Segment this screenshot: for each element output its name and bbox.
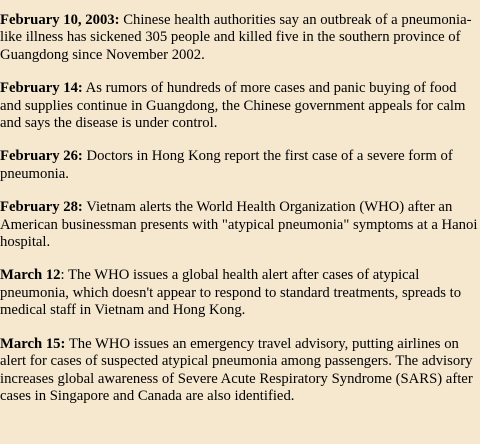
timeline-entry: [0, 12, 480, 64]
entry-text: As rumors of hundreds of more cases and panic buying of food and supplies continue in Guangdong, the Chinese government appeals for calm and says the disease is under control.: [0, 80, 466, 132]
entry-date: February 26:: [0, 148, 83, 165]
timeline-entry: [0, 148, 480, 183]
entry-date: March 12: [0, 267, 61, 284]
timeline-entry: [0, 336, 480, 406]
timeline-entry: [0, 80, 480, 132]
timeline-entry: [0, 267, 480, 319]
entry-text: Doctors in Hong Kong report the first case of a severe form of pneumonia.: [0, 148, 453, 182]
entry-text: Chinese health authorities say an outbreak of a pneumonia-like illness has sickened 305 people and killed five in the southern province of Guangdong since November 2002.: [0, 12, 472, 63]
entry-date: February 14:: [0, 80, 83, 97]
entry-date: February 28:: [0, 199, 83, 216]
entry-text: : The WHO issues a global health alert after cases of atypical pneumonia, which doesn't appear to respond to standard treatments, spreads to medical staff in Vietnam and Hong Kong.: [0, 267, 462, 319]
entry-date: February 10, 2003:: [0, 12, 120, 28]
entry-text: Vietnam alerts the World Health Organization (WHO) after an American businessman presents with "atypical pneumonia" symptoms at a Hanoi hospital.: [0, 199, 478, 251]
timeline-entry: [0, 199, 480, 251]
entry-text: The WHO issues an emergency travel advisory, putting airlines on alert for cases of suspected atypical pneumonia among passengers. The advisory increases global awareness of Severe Acute Respiratory Syndrome (SARS) after cases in Singapore and Canada are also identified.: [0, 335, 473, 404]
entry-date: March 15:: [0, 335, 66, 352]
